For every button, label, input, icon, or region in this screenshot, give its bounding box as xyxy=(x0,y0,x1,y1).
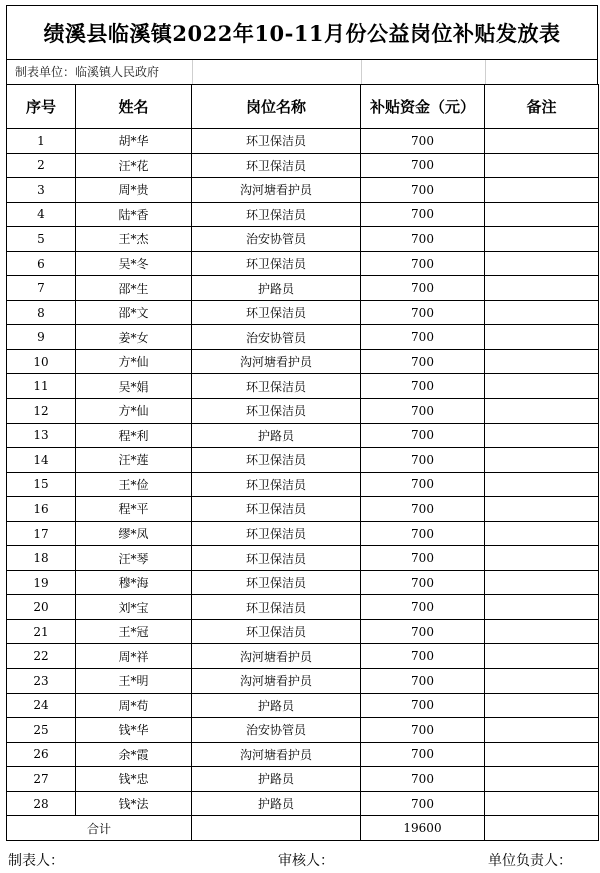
row-post: 环卫保洁员 xyxy=(192,129,361,154)
row-post: 环卫保洁员 xyxy=(192,399,361,424)
row-index: 9 xyxy=(7,325,76,350)
row-name: 汪*莲 xyxy=(76,448,192,473)
row-index: 6 xyxy=(7,251,76,276)
row-index: 28 xyxy=(7,791,76,816)
row-post: 沟河塘看护员 xyxy=(192,644,361,669)
row-amount: 700 xyxy=(361,791,485,816)
row-index: 24 xyxy=(7,693,76,718)
row-index: 12 xyxy=(7,399,76,424)
row-post: 治安协管员 xyxy=(192,718,361,743)
row-amount: 700 xyxy=(361,325,485,350)
table-row xyxy=(7,129,599,154)
row-amount: 700 xyxy=(361,251,485,276)
table-row xyxy=(7,349,599,374)
unit-head-label: 单位负责人： xyxy=(488,853,572,869)
table-row xyxy=(7,521,599,546)
total-blank-cell xyxy=(192,816,361,841)
row-post: 护路员 xyxy=(192,791,361,816)
row-index: 14 xyxy=(7,448,76,473)
row-name: 吴*娟 xyxy=(76,374,192,399)
row-amount: 700 xyxy=(361,718,485,743)
row-name: 王*俭 xyxy=(76,472,192,497)
row-post: 环卫保洁员 xyxy=(192,570,361,595)
row-index: 25 xyxy=(7,718,76,743)
row-note xyxy=(485,718,599,743)
table-row xyxy=(7,399,599,424)
row-name: 刘*宝 xyxy=(76,595,192,620)
row-amount: 700 xyxy=(361,300,485,325)
row-name: 汪*花 xyxy=(76,153,192,178)
row-amount: 700 xyxy=(361,374,485,399)
row-amount: 700 xyxy=(361,570,485,595)
row-note xyxy=(485,644,599,669)
row-name: 余*霞 xyxy=(76,742,192,767)
row-index: 17 xyxy=(7,521,76,546)
row-post: 沟河塘看护员 xyxy=(192,178,361,203)
table-row xyxy=(7,546,599,571)
row-name: 穆*海 xyxy=(76,570,192,595)
table-row xyxy=(7,718,599,743)
row-name: 缪*凤 xyxy=(76,521,192,546)
table-header-row xyxy=(7,85,599,129)
row-index: 22 xyxy=(7,644,76,669)
header-amount: 补贴资金（元） xyxy=(361,85,485,129)
row-post: 环卫保洁员 xyxy=(192,251,361,276)
row-note xyxy=(485,521,599,546)
table-row xyxy=(7,423,599,448)
row-amount: 700 xyxy=(361,595,485,620)
row-post: 沟河塘看护员 xyxy=(192,349,361,374)
row-name: 姜*女 xyxy=(76,325,192,350)
row-name: 陆*香 xyxy=(76,202,192,227)
table-row xyxy=(7,178,599,203)
row-name: 王*杰 xyxy=(76,227,192,252)
table-row xyxy=(7,276,599,301)
row-amount: 700 xyxy=(361,202,485,227)
row-index: 13 xyxy=(7,423,76,448)
table-row xyxy=(7,669,599,694)
row-note xyxy=(485,595,599,620)
row-index: 21 xyxy=(7,619,76,644)
row-name: 汪*琴 xyxy=(76,546,192,571)
header-note: 备注 xyxy=(485,85,599,129)
row-note xyxy=(485,227,599,252)
row-amount: 700 xyxy=(361,497,485,522)
row-note xyxy=(485,423,599,448)
table-row xyxy=(7,448,599,473)
row-index: 11 xyxy=(7,374,76,399)
row-note xyxy=(485,153,599,178)
row-name: 王*冠 xyxy=(76,619,192,644)
row-note xyxy=(485,742,599,767)
row-note xyxy=(485,251,599,276)
row-post: 环卫保洁员 xyxy=(192,374,361,399)
row-post: 沟河塘看护员 xyxy=(192,669,361,694)
row-name: 程*平 xyxy=(76,497,192,522)
row-index: 15 xyxy=(7,472,76,497)
row-amount: 700 xyxy=(361,693,485,718)
row-amount: 700 xyxy=(361,669,485,694)
row-index: 7 xyxy=(7,276,76,301)
table-row xyxy=(7,497,599,522)
unit-row-blank-cell xyxy=(362,60,486,84)
table-row xyxy=(7,742,599,767)
row-index: 8 xyxy=(7,300,76,325)
row-note xyxy=(485,669,599,694)
header-name: 姓名 xyxy=(76,85,192,129)
row-index: 23 xyxy=(7,669,76,694)
total-label: 合计 xyxy=(7,816,192,841)
row-name: 吴*冬 xyxy=(76,251,192,276)
table-body xyxy=(7,129,599,816)
row-note xyxy=(485,276,599,301)
row-note xyxy=(485,129,599,154)
row-post: 环卫保洁员 xyxy=(192,521,361,546)
row-name: 钱*华 xyxy=(76,718,192,743)
row-name: 邵*生 xyxy=(76,276,192,301)
total-row xyxy=(7,816,599,841)
row-note xyxy=(485,767,599,792)
row-post: 环卫保洁员 xyxy=(192,619,361,644)
table-row xyxy=(7,619,599,644)
row-amount: 700 xyxy=(361,178,485,203)
row-post: 治安协管员 xyxy=(192,325,361,350)
table-row xyxy=(7,644,599,669)
row-amount: 700 xyxy=(361,153,485,178)
row-name: 钱*忠 xyxy=(76,767,192,792)
total-amount: 19600 xyxy=(361,816,485,841)
row-note xyxy=(485,448,599,473)
table-row xyxy=(7,791,599,816)
row-note xyxy=(485,693,599,718)
row-note xyxy=(485,300,599,325)
row-post: 环卫保洁员 xyxy=(192,472,361,497)
row-note xyxy=(485,399,599,424)
row-index: 4 xyxy=(7,202,76,227)
row-amount: 700 xyxy=(361,742,485,767)
row-name: 方*仙 xyxy=(76,349,192,374)
row-note xyxy=(485,349,599,374)
row-name: 钱*法 xyxy=(76,791,192,816)
row-note xyxy=(485,619,599,644)
row-note xyxy=(485,497,599,522)
row-index: 20 xyxy=(7,595,76,620)
table-row xyxy=(7,595,599,620)
sheet-title: 绩溪县临溪镇2022年10-11月份公益岗位补贴发放表 xyxy=(6,5,598,60)
row-index: 16 xyxy=(7,497,76,522)
row-post: 环卫保洁员 xyxy=(192,546,361,571)
row-post: 沟河塘看护员 xyxy=(192,742,361,767)
row-post: 环卫保洁员 xyxy=(192,448,361,473)
row-amount: 700 xyxy=(361,546,485,571)
row-note xyxy=(485,791,599,816)
unit-row xyxy=(6,60,598,84)
table-row xyxy=(7,570,599,595)
row-amount: 700 xyxy=(361,227,485,252)
row-note xyxy=(485,325,599,350)
row-amount: 700 xyxy=(361,472,485,497)
row-amount: 700 xyxy=(361,767,485,792)
issuing-unit-label: 制表单位：临溪镇人民政府 xyxy=(7,60,193,84)
row-name: 周*贵 xyxy=(76,178,192,203)
row-amount: 700 xyxy=(361,619,485,644)
row-note xyxy=(485,178,599,203)
row-index: 3 xyxy=(7,178,76,203)
row-post: 环卫保洁员 xyxy=(192,153,361,178)
row-index: 2 xyxy=(7,153,76,178)
unit-row-blank-cell xyxy=(193,60,362,84)
row-post: 环卫保洁员 xyxy=(192,595,361,620)
row-post: 环卫保洁员 xyxy=(192,202,361,227)
reviewed-by-label: 审核人： xyxy=(278,853,334,869)
subsidy-table xyxy=(6,84,599,841)
row-amount: 700 xyxy=(361,644,485,669)
row-name: 邵*文 xyxy=(76,300,192,325)
header-post: 岗位名称 xyxy=(192,85,361,129)
row-post: 护路员 xyxy=(192,423,361,448)
row-name: 周*苟 xyxy=(76,693,192,718)
table-row xyxy=(7,153,599,178)
row-index: 26 xyxy=(7,742,76,767)
row-amount: 700 xyxy=(361,423,485,448)
table-row xyxy=(7,251,599,276)
row-index: 1 xyxy=(7,129,76,154)
table-row xyxy=(7,325,599,350)
row-post: 治安协管员 xyxy=(192,227,361,252)
row-amount: 700 xyxy=(361,448,485,473)
row-post: 环卫保洁员 xyxy=(192,497,361,522)
total-note-cell xyxy=(485,816,599,841)
prepared-by-label: 制表人： xyxy=(8,853,64,869)
row-post: 环卫保洁员 xyxy=(192,300,361,325)
row-index: 27 xyxy=(7,767,76,792)
row-name: 胡*华 xyxy=(76,129,192,154)
table-row xyxy=(7,767,599,792)
signature-footer xyxy=(6,847,598,871)
row-index: 10 xyxy=(7,349,76,374)
row-note xyxy=(485,546,599,571)
row-post: 护路员 xyxy=(192,693,361,718)
row-post: 护路员 xyxy=(192,767,361,792)
header-index: 序号 xyxy=(7,85,76,129)
row-post: 护路员 xyxy=(192,276,361,301)
row-name: 程*利 xyxy=(76,423,192,448)
table-row xyxy=(7,472,599,497)
table-row xyxy=(7,300,599,325)
row-index: 5 xyxy=(7,227,76,252)
table-row xyxy=(7,374,599,399)
row-amount: 700 xyxy=(361,399,485,424)
row-note xyxy=(485,570,599,595)
row-note xyxy=(485,202,599,227)
table-row xyxy=(7,693,599,718)
row-amount: 700 xyxy=(361,129,485,154)
row-note xyxy=(485,374,599,399)
table-row xyxy=(7,227,599,252)
row-note xyxy=(485,472,599,497)
table-row xyxy=(7,202,599,227)
row-index: 19 xyxy=(7,570,76,595)
row-amount: 700 xyxy=(361,521,485,546)
row-name: 方*仙 xyxy=(76,399,192,424)
row-index: 18 xyxy=(7,546,76,571)
row-amount: 700 xyxy=(361,349,485,374)
row-amount: 700 xyxy=(361,276,485,301)
row-name: 王*明 xyxy=(76,669,192,694)
row-name: 周*祥 xyxy=(76,644,192,669)
